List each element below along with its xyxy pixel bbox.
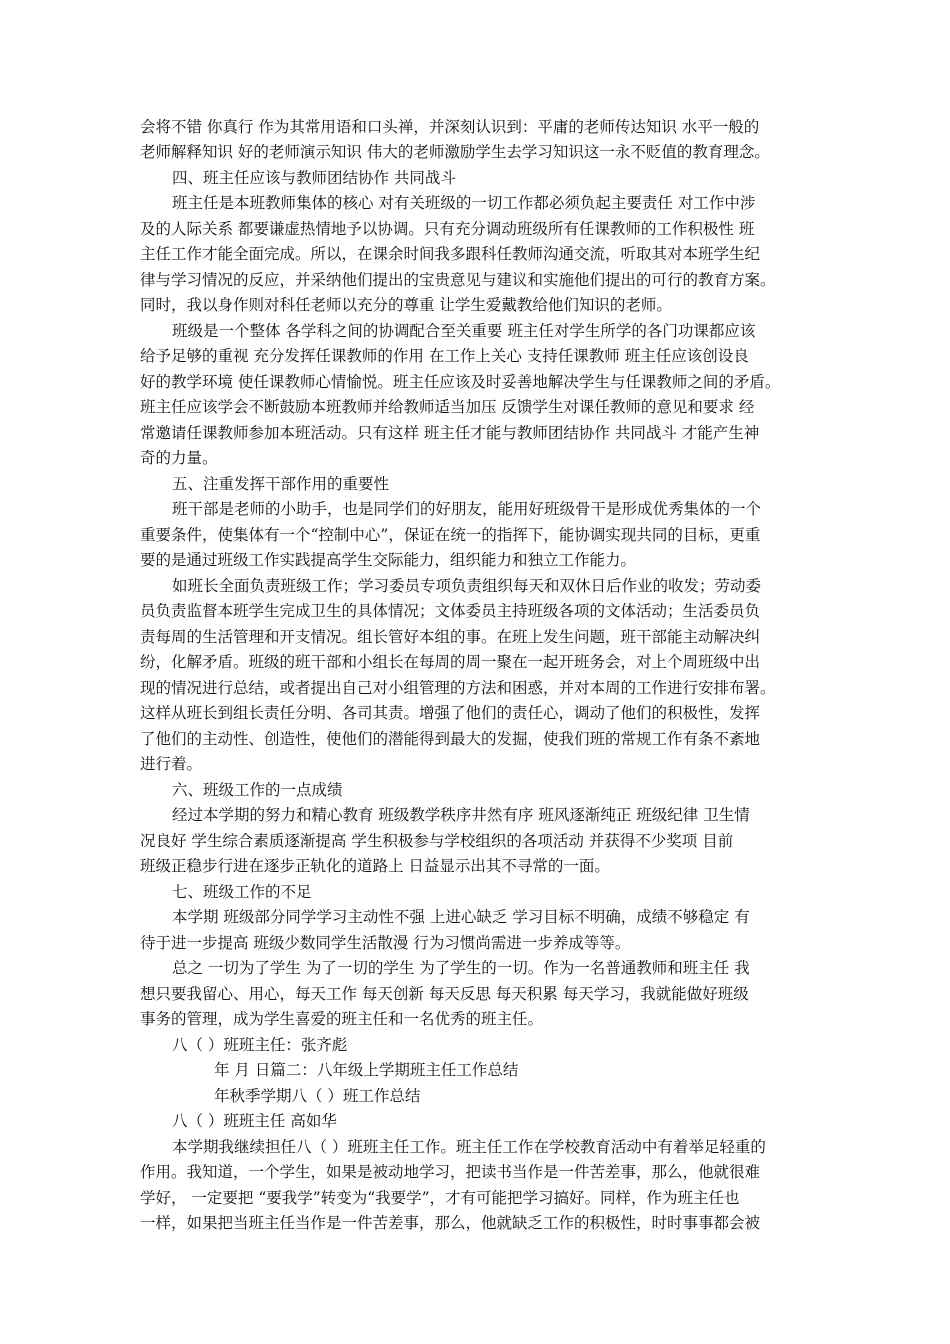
text-line: 要的是通过班级工作实践提高学生交际能力，组织能力和独立工作能力。 [140,551,637,569]
text-line: 经过本学期的努力和精心教育 班级教学秩序井然有序 班风逐渐纯正 班级纪律 卫生情 [172,806,750,824]
text-line: 主任工作才能全面完成。所以，在课余时间我多跟科任教师沟通交流，听取其对本班学生纪 [140,245,761,263]
text-line: 员负责监督本班学生完成卫生的具体情况；文体委员主持班级各项的文体活动；生活委员负 [140,602,761,620]
text-line: 纷，化解矛盾。班级的班干部和小组长在每周的周一聚在一起开班务会，对上个周班级中出 [140,653,761,671]
subtitle-line: 年秋季学期八（ ）班工作总结 [214,1087,421,1105]
date-line: 年 月 日篇二：八年级上学期班主任工作总结 [214,1061,519,1079]
section-heading: 五、注重发挥干部作用的重要性 [172,475,390,493]
text-line: 一样，如果把当班主任当作是一件苦差事，那么，他就缺乏工作的积极性，时时事事都会被 [140,1214,761,1232]
text-line: 这样从班长到组长责任分明、各司其责。增强了他们的责任心，调动了他们的积极性，发挥 [140,704,761,722]
text-line: 作用。我知道，一个学生，如果是被动地学习，把读书当作是一件苦差事，那么，他就很难 [140,1163,761,1181]
text-line: 班级是一个整体 各学科之间的协调配合至关重要 班主任对学生所学的各门功课都应该 [172,322,756,340]
text-line: 班干部是老师的小助手，也是同学们的好朋友，能用好班级骨干是形成优秀集体的一个 [172,500,762,518]
text-line: 重要条件，使集体有一个“控制中心”，保证在统一的指挥下，能协调实现共同的目标，更重 [140,526,761,544]
text-line: 事务的管理，成为学生喜爱的班主任和一名优秀的班主任。 [140,1010,544,1028]
text-line: 奇的力量。 [140,449,218,467]
text-line: 责每周的生活管理和开支情况。组长管好本组的事。在班上发生问题，班干部能主动解决纠 [140,628,761,646]
text-line: 如班长全面负责班级工作；学习委员专项负责组织每天和双休日后作业的收发；劳动委 [172,577,762,595]
text-line: 老师解释知识 好的老师演示知识 伟大的老师激励学生去学习知识这一永不贬值的教育理念。 [140,143,770,161]
author-line: 八（ ）班班主任 高如华 [172,1112,337,1130]
text-line: 现的情况进行总结，或者提出自己对小组管理的方法和困惑，并对本周的工作进行安排布署。 [140,679,776,697]
text-line: 况良好 学生综合素质逐渐提高 学生积极参与学校组织的各项活动 并获得不少奖项 目前 [140,832,734,850]
text-line: 同时，我以身作则对科任老师以充分的尊重 让学生爱戴教给他们知识的老师。 [140,296,672,314]
text-line: 本学期 班级部分同学学习主动性不强 上进心缺乏 学习目标不明确，成绩不够稳定 有 [172,908,750,926]
text-line: 本学期我继续担任八（ ）班班主任工作。班主任工作在学校教育活动中有着举足轻重的 [172,1138,766,1156]
text-line: 学好， 一定要把 “要我学”转变为“我要学”，才有可能把学习搞好。同样，作为班主任也 [140,1189,740,1207]
text-line: 班主任是本班教师集体的核心 对有关班级的一切工作都必须负起主要责任 对工作中涉 [172,194,756,212]
section-heading: 七、班级工作的不足 [172,883,312,901]
text-line: 想只要我留心、用心，每天工作 每天创新 每天反思 每天积累 每天学习，我就能做好班级 [140,985,749,1003]
text-line: 进行着。 [140,755,203,773]
signature-line: 八（ ）班班主任：张齐彪 [172,1036,348,1054]
text-line: 律与学习情况的反应，并采纳他们提出的宝贵意见与建议和实施他们提出的可行的教育方案。 [140,271,776,289]
text-line: 总之 一切为了学生 为了一切的学生 为了学生的一切。作为一名普通教师和班主任 我 [172,959,750,977]
text-line: 班级正稳步行进在逐步正轨化的道路上 日益显示出其不寻常的一面。 [140,857,610,875]
text-line: 待于进一步提高 班级少数同学生活散漫 行为习惯尚需进一步养成等等。 [140,934,631,952]
text-line: 好的教学环境 使任课教师心情愉悦。班主任应该及时妥善地解决学生与任课教师之间的矛盾。 [140,373,781,391]
text-line: 会将不错 你真行 作为其常用语和口头禅，并深刻认识到：平庸的老师传达知识 水平一般的 [140,118,760,136]
text-line: 了他们的主动性、创造性，使他们的潜能得到最大的发掘，使我们班的常规工作有条不紊地 [140,730,761,748]
text-line: 常邀请任课教师参加本班活动。只有这样 班主任才能与教师团结协作 共同战斗 才能产生神 [140,424,760,442]
text-line: 班主任应该学会不断鼓励本班教师并给教师适当加压 反馈学生对课任教师的意见和要求 经 [140,398,755,416]
text-line: 及的人际关系 都要谦虚热情地予以协调。只有充分调动班级所有任课教师的工作积极性 班 [140,220,755,238]
section-heading: 六、班级工作的一点成绩 [172,781,343,799]
section-heading: 四、班主任应该与教师团结协作 共同战斗 [172,169,456,187]
text-line: 给予足够的重视 充分发挥任课教师的作用 在工作上关心 支持任课教师 班主任应该创设良 [140,347,749,365]
